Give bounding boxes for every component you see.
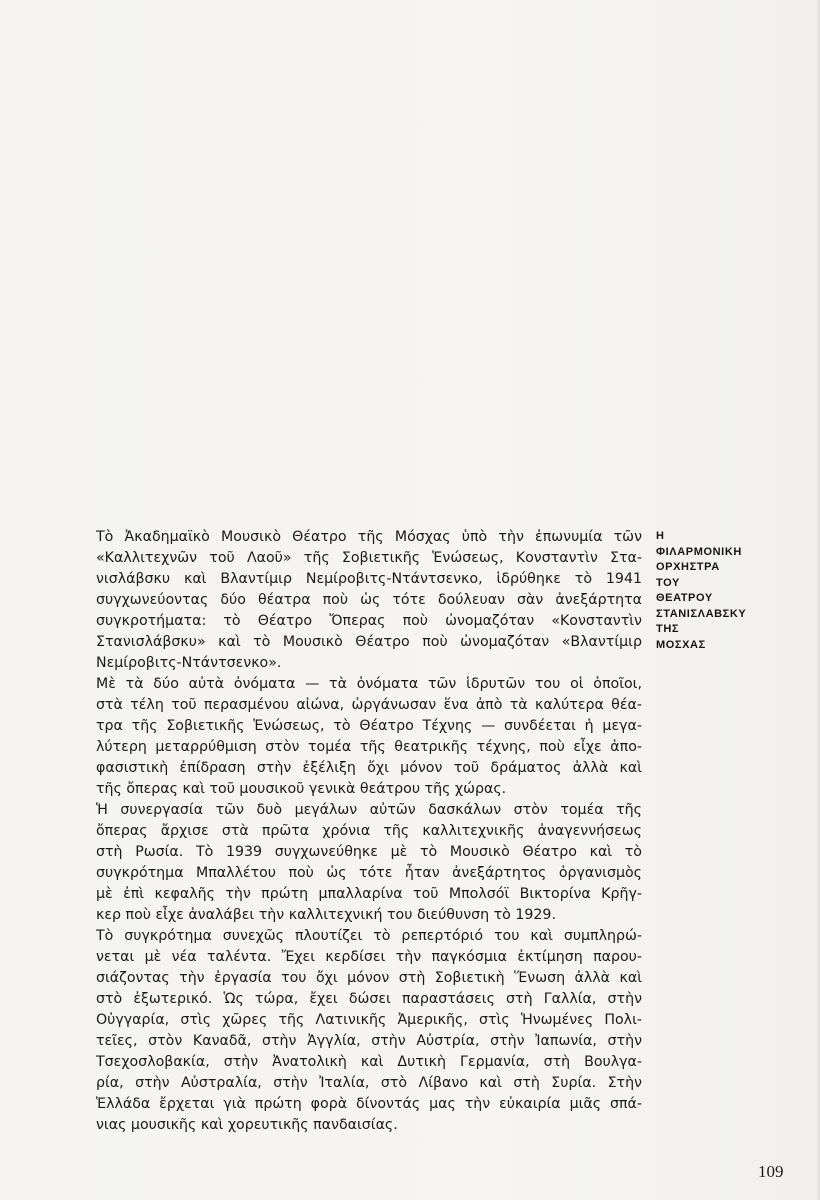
text-line: Ἡ συνεργασία τῶν δυὸ μεγάλων αὐτῶν δασκάλων στὸν τομέα τῆς — [96, 802, 642, 818]
paragraph-4 — [96, 926, 642, 1136]
text-line: τῆς ὄπερας καὶ τοῦ μουσικοῦ γενικὰ θεάτρου τῆς χώρας. — [96, 781, 507, 797]
text-line: λύτερη μεταρρύθμιση στὸν τομέα τῆς θεατρικῆς τέχνης, ποὺ εἶχε ἀπο- — [96, 739, 642, 755]
page-number: 109 — [758, 1162, 784, 1181]
article-body — [96, 527, 642, 1136]
text-line: σιάζοντας τὴν ἐργασία του ὄχι μόνον στὴ Σοβιετικὴ Ἕνωση ἀλλὰ καὶ — [96, 970, 642, 986]
text-line: μὲ ἐπὶ κεφαλῆς τὴν πρώτη μπαλλαρίνα τοῦ Μπολσόϊ Βικτορίνα Κρῆγ- — [96, 886, 642, 902]
section-title-line: ΤΗΣ — [656, 623, 680, 635]
text-line: στὸ ἐξωτερικό. Ὡς τώρα, ἔχει δώσει παραστάσεις στὴ Γαλλία, στὴν — [96, 991, 642, 1007]
text-line: Νεμίροβιτς-Ντάντσενκο». — [96, 655, 282, 671]
text-line: Ἑλλάδα ἔρχεται γιὰ πρώτη φορὰ δίνοντάς μας τὴν εὐκαιρία μιᾶς σπά- — [96, 1096, 642, 1112]
text-line: φασιστικὴ ἐπίδραση στὴν ἐξέλιξη ὄχι μόνον τοῦ δράματος ἀλλὰ καὶ — [96, 760, 642, 776]
text-line: συγκρότημα Μπαλλέτου ποὺ ὡς τότε ἦταν ἀνεξάρτητος ὀργανισμὸς — [96, 865, 642, 881]
text-line: ὄπερας ἄρχισε στὰ πρῶτα χρόνια τῆς καλλιτεχνικῆς ἀναγεννήσεως — [96, 823, 642, 839]
text-line: κερ ποὺ εἶχε ἀναλάβει τὴν καλλιτεχνική του διεύθυνση τὸ 1929. — [96, 907, 556, 923]
text-line: στὴ Ρωσία. Τὸ 1939 συγχωνεύθηκε μὲ τὸ Μουσικὸ Θέατρο καὶ τὸ — [96, 844, 642, 860]
section-title-line: ΟΡΧΗΣΤΡΑ — [656, 561, 720, 573]
text-line: Τὸ συγκρότημα συνεχῶς πλουτίζει τὸ ρεπερτόριό του καὶ συμπληρώ- — [96, 928, 642, 944]
section-title-line: ΣΤΑΝΙΣΛΑΒΣΚΥ — [656, 607, 747, 620]
text-line: ρία, στὴν Αὐστραλία, στὴν Ἰταλία, στὸ Λίβανο καὶ στὴ Συρία. Στὴν — [96, 1075, 642, 1091]
text-line: νισλάβσκυ καὶ Βλαντίμιρ Νεμίροβιτς-Ντάντσενκο, ἱδρύθηκε τὸ 1941 — [96, 571, 642, 587]
section-title-line: ΘΕΑΤΡΟΥ — [656, 592, 713, 604]
text-line: συγκροτήματα: τὸ Θέατρο Ὄπερας ποὺ ὠνομαζόταν «Κονσταντὶν — [96, 613, 642, 629]
text-line: τεῖες, στὸν Καναδᾶ, στὴν Ἀγγλία, στὴν Αὐστρία, στὴν Ἰαπωνία, στὴν — [96, 1033, 642, 1049]
section-title-line: ΦΙΛΑΡΜΟΝΙΚΗ — [656, 545, 742, 558]
text-line: Τσεχοσλοβακία, στὴν Ἀνατολικὴ καὶ Δυτικὴ Γερμανία, στὴ Βουλγα- — [96, 1054, 642, 1070]
text-line: Στανισλάβσκυ» καὶ τὸ Μουσικὸ Θέατρο ποὺ ὠνομαζόταν «Βλαντίμιρ — [96, 634, 642, 650]
text-line: στὰ τέλη τοῦ περασμένου αἰώνα, ὠργάνωσαν ἕνα ἀπὸ τὰ καλύτερα θέα- — [96, 697, 642, 713]
paragraph-3 — [96, 800, 642, 926]
text-line: νεται μὲ νέα ταλέντα. Ἔχει κερδίσει τὴν παγκόσμια ἐκτίμηση παρου- — [96, 949, 642, 965]
paragraph-1 — [96, 527, 642, 674]
text-line: Μὲ τὰ δύο αὐτὰ ὀνόματα — τὰ ὀνόματα τῶν ἱδρυτῶν του οἱ ὁποῖοι, — [96, 676, 642, 692]
text-line: νιας μουσικῆς καὶ χορευτικῆς πανδαισίας. — [96, 1117, 398, 1133]
text-line: συγχωνεύοντας δύο θέατρα ποὺ ὡς τότε δούλευαν σὰν ἀνεξάρτητα — [96, 592, 642, 608]
section-title-line: ΜΟΣΧΑΣ — [656, 638, 706, 651]
text-line: Τὸ Ἀκαδημαϊκὸ Μουσικὸ Θέατρο τῆς Μόσχας ὑπὸ τὴν ἐπωνυμία τῶν — [96, 529, 642, 545]
paragraph-2 — [96, 674, 642, 800]
text-line: «Καλλιτεχνῶν τοῦ Λαοῦ» τῆς Σοβιετικῆς Ἑνώσεως, Κονσταντὶν Στα- — [96, 550, 642, 566]
section-title — [656, 529, 818, 653]
section-title-line: ΤΟΥ — [656, 576, 680, 589]
section-title-line: Η — [656, 530, 665, 542]
text-line: Οὐγγαρία, στὶς χῶρες τῆς Λατινικῆς Ἀμερικῆς, στὶς Ἡνωμένες Πολι- — [96, 1012, 642, 1028]
text-line: τρα τῆς Σοβιετικῆς Ἑνώσεως, τὸ Θέατρο Τέχνης — συνδέεται ἡ μεγα- — [96, 718, 642, 734]
